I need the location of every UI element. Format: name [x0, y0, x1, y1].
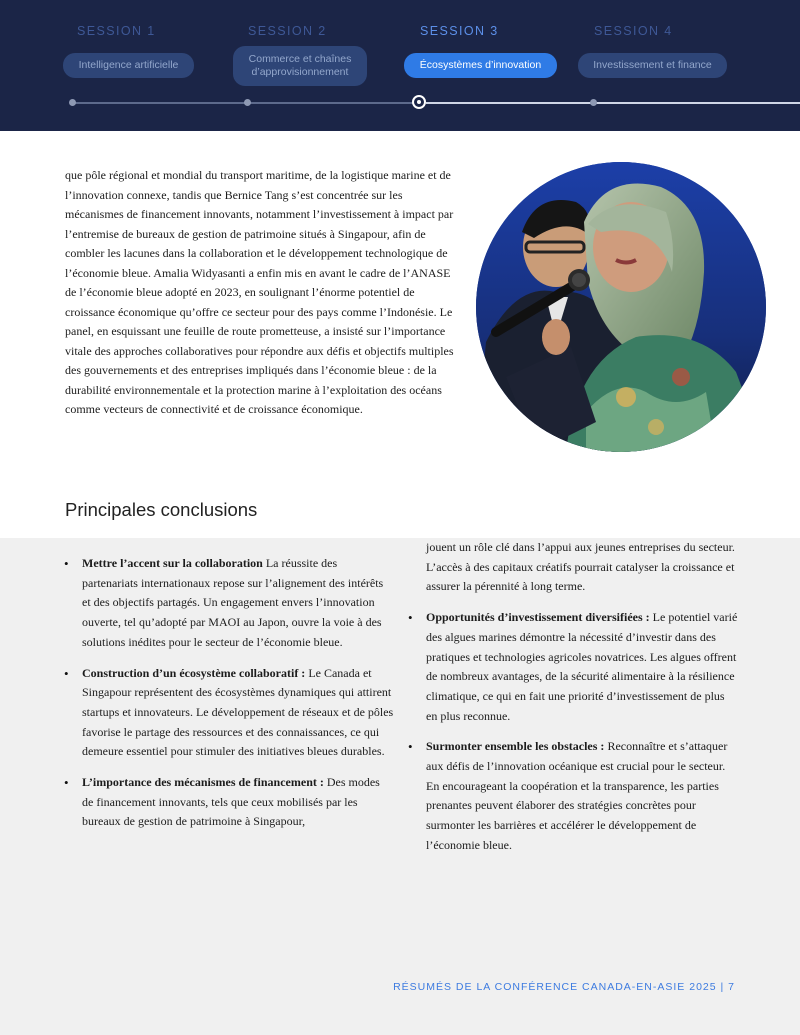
list-item-text: Reconnaître et s’attaquer aux défis de l’innovation océanique est crucial pour le secteur. En encourageant la coopération et la transparence, les parties prenantes peuvent élaborer des stratégies concrètes pour surmonter les barrières et accélérer le développement de l’économie bleue. — [426, 739, 728, 852]
speaker-photo — [476, 162, 766, 452]
session-1-pill[interactable]: Intelligence artificielle — [63, 53, 194, 78]
list-item-title: Opportunités d’investissement diversifiées : — [426, 610, 650, 625]
list-item-text: Le potentiel varié des algues marines démontre la nécessité d’investir dans des pratiques et technologies agricoles novatrices. Les algues offrent de nombreux avantages, de la sécurité alimentaire à la résilience climatique, ce qui en fait une priorité d’investissement de plus en plus reconnue. — [426, 610, 738, 723]
list-item — [82, 773, 394, 832]
list-item-title: Surmonter ensemble les obstacles : — [426, 739, 605, 754]
session-1-marker — [69, 99, 76, 106]
list-item — [426, 608, 738, 726]
session-3-title: SESSION 3 — [420, 24, 499, 38]
list-item-text: Le Canada et Singapour représentent des écosystèmes dynamiques qui attirent startups et innovateurs. Le développement de réseaux et de pôles favorise le partage des ressources et des connaissances, ce qui demeure essentiel pour stimuler des initiatives bleues durables. — [82, 665, 394, 759]
list-item-title: Construction d’un écosystème collaboratif : — [82, 665, 306, 680]
session-2-marker — [244, 99, 251, 106]
list-item-text: La réussite des partenariats internationaux repose sur l’alignement des intérêts et des objectifs partagés. Un engagement envers l’innovation ouverte, tel qu’adopté par MAOI au Japon, ouvre la voie à des solutions inédites pour le secteur de l’économie bleue. — [82, 556, 384, 649]
list-item-text: Des modes de financement innovants, tels que ceux mobilisés par les bureaux de gestion de patrimoine à Singapour, — [82, 775, 380, 829]
list-item-title: Mettre l’accent sur la collaboration — [82, 556, 263, 570]
section-heading: Principales conclusions — [65, 499, 258, 520]
session-navigation-header — [0, 0, 800, 131]
conclusions-section — [0, 538, 800, 1035]
session-4-marker — [590, 99, 597, 106]
intro-paragraph: que pôle régional et mondial du transport maritime, de la logistique marine et de l’innovation connexe, tandis que Bernice Tang s’est concentrée sur les mécanismes de financement innovants, notamment l’investissement à impact par l’entremise de bureaux de gestion de patrimoine situés à Singapour, afin de combler les lacunes dans la collaboration et le développement technologique de l’économie bleue. Amalia Widyasanti a enfin mis en avant le cadre de l’ANASE de l’économie bleue adopté en 2023, en soulignant l’énorme potentiel de croissance économique qu’offre ce secteur pour des pays comme l’Indonésie. Le panel, en esquissant une feuille de route prometteuse, a insisté sur l’importance vitale des approches collaboratives pour répondre aux défis et objectifs multiples des gouvernements et des entreprises impliqués dans l’économie bleue : de la durabilité environnementale et la protection marine à l’exploitation des océans comme vecteurs de connectivité et de croissance économique. — [65, 168, 454, 416]
list-item — [426, 737, 738, 855]
session-2-pill[interactable]: Commerce et chaînes d’approvisionnement — [233, 46, 367, 86]
progress-track-past — [72, 102, 413, 104]
session-4-pill[interactable]: Investissement et finance — [578, 53, 727, 78]
session-4-title: SESSION 4 — [594, 24, 673, 38]
list-item — [82, 554, 394, 653]
list-item-continuation: jouent un rôle clé dans l’appui aux jeunes entreprises du secteur. L’accès à des capitaux créatifs pourrait catalyser la croissance et assurer la pérennité à long terme. — [426, 540, 735, 594]
list-item — [82, 664, 394, 763]
page-footer: RÉSUMÉS DE LA CONFÉRENCE CANADA-EN-ASIE 2025 | 7 — [393, 981, 735, 993]
progress-track-future — [426, 102, 800, 104]
conclusions-right-column — [426, 538, 738, 867]
session-3-pill[interactable]: Écosystèmes d’innovation — [404, 53, 557, 78]
list-item-title: L’importance des mécanismes de financement : — [82, 775, 324, 790]
session-2-title: SESSION 2 — [248, 24, 327, 38]
speaker-photo-illustration — [476, 162, 766, 452]
session-1-title: SESSION 1 — [77, 24, 156, 38]
session-3-marker-active — [412, 95, 426, 109]
conclusions-left-column — [82, 554, 394, 843]
